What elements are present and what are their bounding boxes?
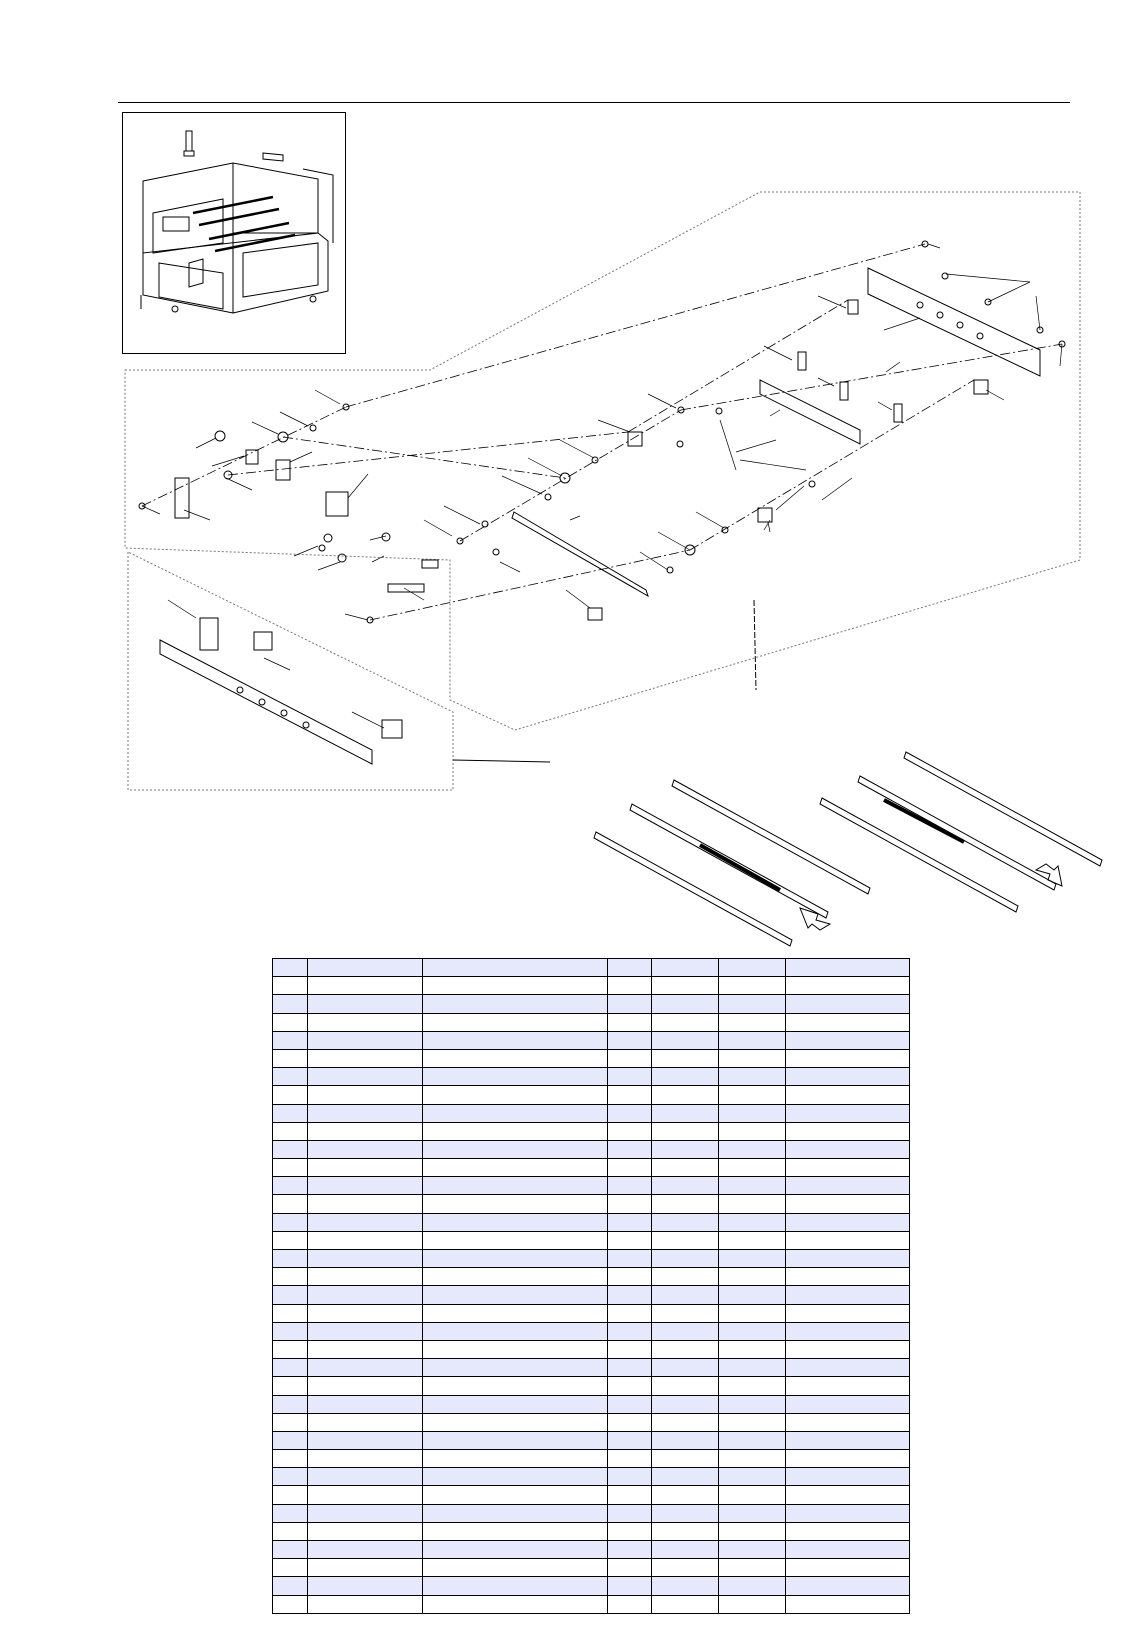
table-cell (652, 959, 719, 977)
table-cell (608, 1104, 652, 1122)
table-row (273, 959, 910, 977)
table-cell (273, 1504, 308, 1522)
table-cell (719, 1049, 786, 1067)
table-cell (719, 1304, 786, 1322)
table-cell (652, 1486, 719, 1504)
table-cell (273, 1177, 308, 1195)
table-cell (786, 1468, 910, 1486)
table-cell (786, 1340, 910, 1358)
table-cell (608, 1450, 652, 1468)
table-cell (423, 1177, 608, 1195)
table-cell (273, 1595, 308, 1613)
table-cell (273, 1104, 308, 1122)
table-row (273, 1068, 910, 1086)
table-cell (308, 1522, 423, 1540)
table-cell (652, 1013, 719, 1031)
table-cell (608, 1595, 652, 1613)
table-cell (273, 1140, 308, 1158)
table-cell (308, 1304, 423, 1322)
table-cell (786, 1250, 910, 1268)
table-cell (273, 1340, 308, 1358)
table-cell (719, 977, 786, 995)
table-cell (308, 1268, 423, 1286)
table-cell (786, 1140, 910, 1158)
table-cell (608, 1468, 652, 1486)
table-cell (273, 1268, 308, 1286)
table-cell (273, 1377, 308, 1395)
table-cell (423, 1395, 608, 1413)
table-cell (719, 1268, 786, 1286)
table-cell (273, 1231, 308, 1249)
table-cell (608, 1504, 652, 1522)
table-cell (786, 1559, 910, 1577)
table-cell (652, 1213, 719, 1231)
table-row (273, 1486, 910, 1504)
table-row (273, 1559, 910, 1577)
table-cell (308, 1504, 423, 1522)
table-cell (273, 959, 308, 977)
table-cell (423, 1377, 608, 1395)
table-row (273, 1213, 910, 1231)
table-cell (423, 1304, 608, 1322)
table-row (273, 1104, 910, 1122)
table-cell (652, 1541, 719, 1559)
table-row (273, 1450, 910, 1468)
table-row (273, 1013, 910, 1031)
table-cell (719, 1013, 786, 1031)
table-cell (423, 1231, 608, 1249)
table-cell (423, 1122, 608, 1140)
table-cell (719, 1340, 786, 1358)
table-cell (652, 1577, 719, 1595)
table-cell (423, 1286, 608, 1304)
table-row (273, 1195, 910, 1213)
table-cell (652, 995, 719, 1013)
table-cell (608, 1268, 652, 1286)
table-cell (652, 1559, 719, 1577)
table-cell (423, 977, 608, 995)
table-cell (423, 1031, 608, 1049)
table-cell (786, 1268, 910, 1286)
table-row (273, 1159, 910, 1177)
table-cell (608, 1140, 652, 1158)
table-cell (652, 1468, 719, 1486)
table-cell (786, 1413, 910, 1431)
table-cell (273, 1086, 308, 1104)
table-row (273, 1522, 910, 1540)
table-cell (608, 1522, 652, 1540)
table-cell (652, 1304, 719, 1322)
table-cell (786, 1031, 910, 1049)
table-cell (786, 1577, 910, 1595)
table-cell (273, 1159, 308, 1177)
table-cell (273, 1577, 308, 1595)
table-cell (308, 1541, 423, 1559)
table-cell (273, 1468, 308, 1486)
table-cell (652, 1322, 719, 1340)
table-cell (308, 1231, 423, 1249)
table-cell (423, 1213, 608, 1231)
table-cell (652, 1359, 719, 1377)
table-cell (608, 1013, 652, 1031)
table-cell (786, 995, 910, 1013)
table-row (273, 1577, 910, 1595)
table-cell (719, 1413, 786, 1431)
table-row (273, 1322, 910, 1340)
table-cell (786, 1504, 910, 1522)
table-cell (273, 1359, 308, 1377)
table-cell (273, 1304, 308, 1322)
table-row (273, 1268, 910, 1286)
table-cell (273, 1195, 308, 1213)
table-cell (608, 1177, 652, 1195)
table-cell (273, 1013, 308, 1031)
table-cell (608, 1322, 652, 1340)
table-cell (786, 1049, 910, 1067)
table-cell (608, 1068, 652, 1086)
table-cell (308, 1286, 423, 1304)
table-cell (608, 1541, 652, 1559)
table-cell (652, 1122, 719, 1140)
table-cell (423, 1159, 608, 1177)
table-cell (719, 1031, 786, 1049)
table-cell (786, 1377, 910, 1395)
table-cell (608, 1577, 652, 1595)
table-cell (273, 1286, 308, 1304)
table-cell (608, 1286, 652, 1304)
table-row (273, 1431, 910, 1449)
table-cell (652, 1340, 719, 1358)
table-cell (308, 1013, 423, 1031)
table-cell (308, 959, 423, 977)
table-cell (719, 1395, 786, 1413)
table-cell (786, 1013, 910, 1031)
table-cell (786, 1286, 910, 1304)
table-cell (608, 1431, 652, 1449)
table-cell (608, 1486, 652, 1504)
table-cell (719, 995, 786, 1013)
table-cell (652, 1413, 719, 1431)
table-cell (273, 995, 308, 1013)
table-row (273, 1049, 910, 1067)
table-cell (273, 1322, 308, 1340)
table-row (273, 1413, 910, 1431)
table-cell (423, 1104, 608, 1122)
table-cell (652, 1286, 719, 1304)
table-cell (423, 1522, 608, 1540)
table-cell (652, 1086, 719, 1104)
table-cell (652, 1504, 719, 1522)
table-cell (608, 977, 652, 995)
table-cell (308, 1086, 423, 1104)
table-cell (273, 1049, 308, 1067)
table-cell (719, 1504, 786, 1522)
table-cell (423, 1431, 608, 1449)
table-cell (423, 1268, 608, 1286)
table-cell (308, 1359, 423, 1377)
table-cell (608, 1359, 652, 1377)
table-cell (308, 1140, 423, 1158)
table-cell (308, 1413, 423, 1431)
table-cell (652, 1450, 719, 1468)
table-cell (423, 1486, 608, 1504)
table-cell (608, 1213, 652, 1231)
table-row (273, 1595, 910, 1613)
table-cell (608, 1395, 652, 1413)
table-cell (652, 1177, 719, 1195)
table-cell (652, 1395, 719, 1413)
table-cell (608, 1122, 652, 1140)
table-cell (719, 1486, 786, 1504)
table-cell (652, 1140, 719, 1158)
table-cell (719, 1431, 786, 1449)
table-cell (608, 1250, 652, 1268)
table-cell (273, 1122, 308, 1140)
table-cell (423, 995, 608, 1013)
table-cell (786, 1104, 910, 1122)
table-cell (719, 1450, 786, 1468)
table-cell (786, 1522, 910, 1540)
table-cell (719, 1086, 786, 1104)
table-cell (652, 1250, 719, 1268)
table-cell (786, 1450, 910, 1468)
table-cell (786, 1359, 910, 1377)
table-cell (719, 1286, 786, 1304)
table-row (273, 1395, 910, 1413)
table-cell (423, 1322, 608, 1340)
table-cell (308, 1213, 423, 1231)
table-cell (786, 1195, 910, 1213)
table-cell (273, 1431, 308, 1449)
table-row (273, 977, 910, 995)
table-cell (308, 1104, 423, 1122)
table-cell (786, 1086, 910, 1104)
table-cell (719, 1577, 786, 1595)
table-row (273, 1286, 910, 1304)
table-row (273, 1304, 910, 1322)
parts-table-body (273, 959, 910, 1614)
table-cell (652, 1068, 719, 1086)
table-cell (786, 1322, 910, 1340)
table-row (273, 1340, 910, 1358)
table-cell (423, 1140, 608, 1158)
table-cell (786, 1304, 910, 1322)
table-cell (273, 1450, 308, 1468)
table-cell (786, 1431, 910, 1449)
table-cell (423, 1504, 608, 1522)
table-cell (608, 1377, 652, 1395)
table-cell (308, 1068, 423, 1086)
table-cell (786, 1395, 910, 1413)
table-cell (423, 1595, 608, 1613)
table-cell (308, 1431, 423, 1449)
table-cell (308, 1377, 423, 1395)
table-cell (719, 1250, 786, 1268)
table-row (273, 1177, 910, 1195)
table-cell (423, 1413, 608, 1431)
table-cell (308, 1049, 423, 1067)
table-cell (719, 1377, 786, 1395)
table-cell (719, 1104, 786, 1122)
table-cell (786, 1213, 910, 1231)
table-cell (423, 1340, 608, 1358)
table-cell (308, 995, 423, 1013)
table-cell (273, 1486, 308, 1504)
table-cell (652, 1377, 719, 1395)
table-cell (719, 1068, 786, 1086)
table-cell (652, 1049, 719, 1067)
table-cell (608, 1031, 652, 1049)
table-cell (719, 1522, 786, 1540)
table-cell (273, 1250, 308, 1268)
table-row (273, 1541, 910, 1559)
table-cell (719, 1195, 786, 1213)
table-cell (273, 1559, 308, 1577)
table-cell (608, 1159, 652, 1177)
table-cell (308, 1468, 423, 1486)
table-cell (423, 1450, 608, 1468)
table-cell (608, 1304, 652, 1322)
table-cell (608, 959, 652, 977)
table-cell (719, 1213, 786, 1231)
table-cell (273, 1031, 308, 1049)
table-cell (786, 1231, 910, 1249)
table-cell (423, 1195, 608, 1213)
table-cell (652, 1159, 719, 1177)
table-cell (308, 1559, 423, 1577)
table-cell (308, 1031, 423, 1049)
table-cell (423, 1559, 608, 1577)
table-cell (786, 977, 910, 995)
table-row (273, 1377, 910, 1395)
table-cell (786, 959, 910, 977)
table-cell (608, 1559, 652, 1577)
table-cell (652, 1431, 719, 1449)
table-cell (652, 1031, 719, 1049)
table-cell (786, 1541, 910, 1559)
table-cell (719, 959, 786, 977)
table-cell (719, 1177, 786, 1195)
table-cell (719, 1359, 786, 1377)
table-cell (308, 1450, 423, 1468)
table-cell (308, 1486, 423, 1504)
table-cell (786, 1122, 910, 1140)
table-cell (786, 1159, 910, 1177)
table-cell (308, 1577, 423, 1595)
table-cell (273, 1413, 308, 1431)
table-row (273, 1250, 910, 1268)
table-row (273, 995, 910, 1013)
table-cell (652, 1595, 719, 1613)
table-cell (719, 1595, 786, 1613)
table-cell (786, 1177, 910, 1195)
table-cell (423, 1468, 608, 1486)
table-cell (423, 1250, 608, 1268)
table-cell (273, 977, 308, 995)
table-cell (273, 1395, 308, 1413)
table-cell (423, 1541, 608, 1559)
table-cell (423, 1086, 608, 1104)
table-row (273, 1122, 910, 1140)
table-cell (719, 1122, 786, 1140)
table-cell (719, 1231, 786, 1249)
table-cell (308, 1122, 423, 1140)
table-row (273, 1086, 910, 1104)
table-cell (308, 1340, 423, 1358)
table-cell (786, 1486, 910, 1504)
table-cell (308, 1159, 423, 1177)
table-cell (308, 1250, 423, 1268)
table-cell (652, 977, 719, 995)
table-cell (308, 1195, 423, 1213)
table-row (273, 1231, 910, 1249)
table-row (273, 1359, 910, 1377)
table-row (273, 1468, 910, 1486)
table-cell (719, 1322, 786, 1340)
table-cell (652, 1268, 719, 1286)
table-cell (608, 1086, 652, 1104)
table-cell (308, 1322, 423, 1340)
table-cell (652, 1522, 719, 1540)
table-cell (608, 1195, 652, 1213)
table-cell (719, 1140, 786, 1158)
table-row (273, 1140, 910, 1158)
table-cell (719, 1159, 786, 1177)
parts-table (272, 958, 910, 1614)
table-cell (308, 977, 423, 995)
table-cell (308, 1595, 423, 1613)
table-cell (719, 1559, 786, 1577)
table-cell (308, 1395, 423, 1413)
table-cell (652, 1195, 719, 1213)
table-cell (608, 995, 652, 1013)
table-row (273, 1031, 910, 1049)
table-cell (608, 1413, 652, 1431)
table-cell (786, 1068, 910, 1086)
table-cell (608, 1231, 652, 1249)
table-cell (608, 1049, 652, 1067)
table-cell (273, 1213, 308, 1231)
table-cell (423, 959, 608, 977)
table-cell (273, 1541, 308, 1559)
table-cell (786, 1595, 910, 1613)
table-cell (423, 1359, 608, 1377)
table-row (273, 1504, 910, 1522)
table-cell (652, 1231, 719, 1249)
table-cell (719, 1541, 786, 1559)
table-cell (423, 1013, 608, 1031)
table-cell (423, 1049, 608, 1067)
table-cell (608, 1340, 652, 1358)
table-cell (273, 1068, 308, 1086)
table-cell (423, 1577, 608, 1595)
table-cell (273, 1522, 308, 1540)
table-cell (652, 1104, 719, 1122)
table-cell (719, 1468, 786, 1486)
table-cell (423, 1068, 608, 1086)
table-cell (308, 1177, 423, 1195)
